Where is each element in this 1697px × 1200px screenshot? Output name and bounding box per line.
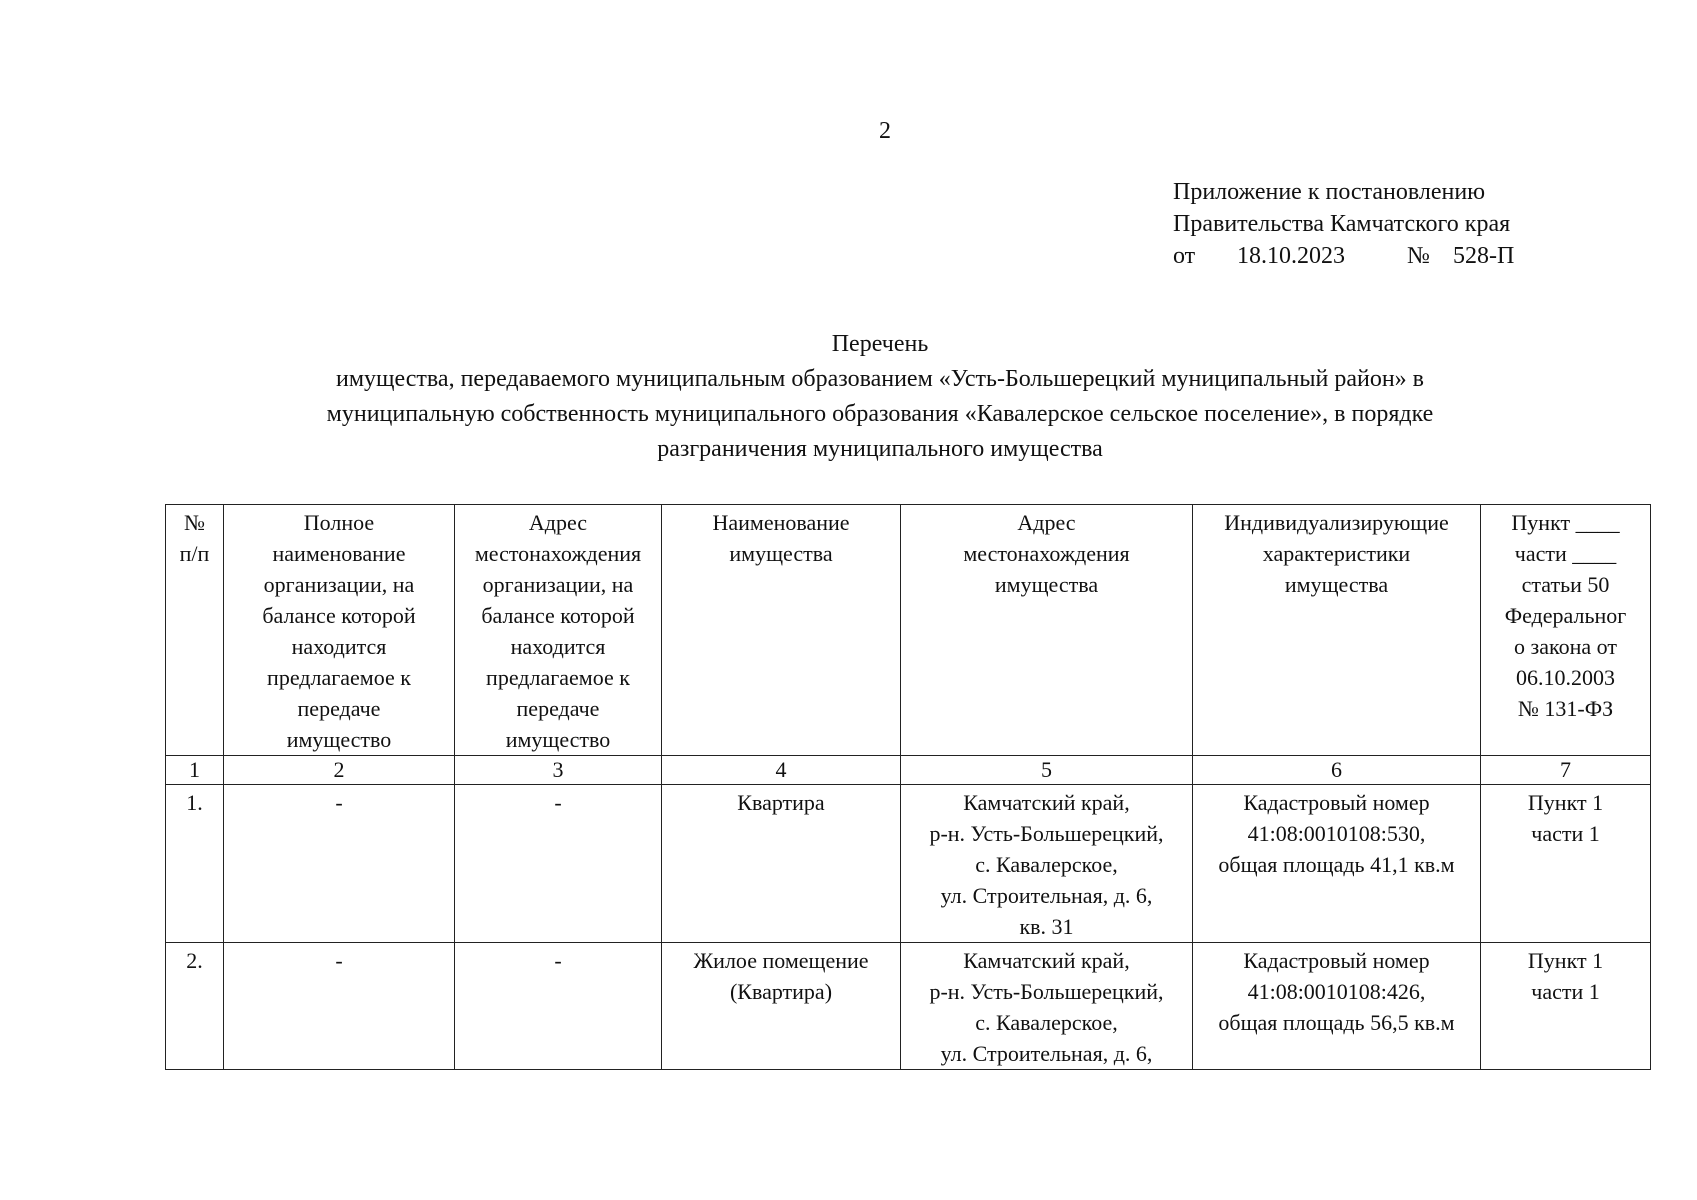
property-address-cell-line: р-н. Усть-Большерецкий, <box>929 821 1164 846</box>
header-cell-line: балансе которой <box>262 603 416 628</box>
column-number-cell: 3 <box>455 756 662 785</box>
property-address-cell-line: Камчатский край, <box>963 948 1130 973</box>
org-name-cell: - <box>224 785 455 943</box>
header-cell <box>166 505 224 756</box>
header-cell-line: Индивидуализирующие <box>1224 510 1449 535</box>
header-cell-line: находится <box>291 634 387 659</box>
characteristics-cell <box>1193 943 1481 1070</box>
header-cell-line: о закона от <box>1514 634 1617 659</box>
row-number-cell: 1. <box>166 785 224 943</box>
header-cell-line: статьи 50 <box>1521 572 1610 597</box>
header-cell-line: имущества <box>994 572 1099 597</box>
header-cell-line: имущества <box>1284 572 1389 597</box>
header-cell <box>901 505 1193 756</box>
row-number-cell: 2. <box>166 943 224 1070</box>
column-number-cell: 5 <box>901 756 1193 785</box>
header-cell-line: местонахождения <box>963 541 1130 566</box>
header-cell-line: наименование <box>272 541 406 566</box>
property-address-cell-line: Камчатский край, <box>963 790 1130 815</box>
table-row <box>166 943 1651 1070</box>
characteristics-cell-line: 41:08:0010108:426, <box>1247 979 1426 1004</box>
header-cell-line: балансе которой <box>481 603 635 628</box>
header-cell <box>455 505 662 756</box>
header-cell <box>662 505 901 756</box>
property-address-cell <box>901 785 1193 943</box>
property-name-cell-line: Жилое помещение <box>693 948 869 973</box>
header-row <box>166 505 1651 756</box>
appendix-number-sign: № <box>1407 243 1430 269</box>
header-cell-line: Федеральног <box>1504 603 1627 628</box>
header-cell-line: Полное <box>303 510 375 535</box>
property-address-cell-line: кв. 31 <box>1019 914 1074 939</box>
column-number-cell: 6 <box>1193 756 1481 785</box>
header-cell-line: Наименование <box>712 510 850 535</box>
property-address-cell-line: с. Кавалерское, <box>975 1010 1118 1035</box>
header-cell-line: организации, на <box>482 572 634 597</box>
column-number-cell: 4 <box>662 756 901 785</box>
clause-cell <box>1481 943 1651 1070</box>
header-cell-line: 06.10.2003 <box>1516 665 1615 690</box>
column-number-cell: 7 <box>1481 756 1651 785</box>
appendix-block <box>1173 176 1514 272</box>
header-cell-line: п/п <box>179 541 210 566</box>
property-address-cell-line: ул. Строительная, д. 6, <box>940 1041 1153 1066</box>
header-cell-line: предлагаемое к <box>486 665 630 690</box>
header-cell <box>224 505 455 756</box>
characteristics-cell-line: 41:08:0010108:530, <box>1247 821 1426 846</box>
characteristics-cell-line: Кадастровый номер <box>1243 790 1430 815</box>
clause-cell <box>1481 785 1651 943</box>
appendix-from-label: от <box>1173 243 1196 269</box>
property-table <box>165 755 1651 1070</box>
header-cell-line: имущества <box>729 541 833 566</box>
header-cell-line: Адрес <box>528 510 588 535</box>
clause-cell-line: Пункт 1 <box>1527 948 1604 973</box>
header-cell-line: № 131-ФЗ <box>1517 696 1614 721</box>
appendix-number: 528-П <box>1453 243 1515 269</box>
heading-line-2: имущества, передаваемого муниципальным образованием «Усть-Большерецкий муниципальный район» в <box>336 366 1424 392</box>
property-name-cell-line: Квартира <box>737 790 825 815</box>
appendix-line-2: Правительства Камчатского края <box>1173 211 1511 237</box>
property-address-cell-line: ул. Строительная, д. 6, <box>940 883 1153 908</box>
property-address-cell-line: р-н. Усть-Большерецкий, <box>929 979 1164 1004</box>
heading-line-4: разграничения муниципального имущества <box>657 436 1103 462</box>
header-cell-line: передаче <box>297 696 381 721</box>
org-address-cell: - <box>455 785 662 943</box>
page-number: 2 <box>879 118 891 144</box>
characteristics-cell-line: Кадастровый номер <box>1243 948 1430 973</box>
header-cell-line: местонахождения <box>474 541 642 566</box>
header-cell-line: части ____ <box>1514 541 1617 566</box>
property-address-cell-line: с. Кавалерское, <box>975 852 1118 877</box>
clause-cell-line: части 1 <box>1531 979 1600 1004</box>
appendix-date-line <box>1173 240 1514 272</box>
document-heading <box>150 327 1610 467</box>
org-address-cell: - <box>455 943 662 1070</box>
clause-cell-line: части 1 <box>1531 821 1600 846</box>
header-cell-line: находится <box>510 634 606 659</box>
heading-title: Перечень <box>831 331 929 357</box>
characteristics-cell-line: общая площадь 56,5 кв.м <box>1218 1010 1455 1035</box>
property-address-cell <box>901 943 1193 1070</box>
column-number-row <box>166 756 1651 785</box>
characteristics-cell <box>1193 785 1481 943</box>
header-cell-line: Адрес <box>1017 510 1076 535</box>
header-cell-line: Пункт ____ <box>1511 510 1620 535</box>
header-cell-line: организации, на <box>263 572 415 597</box>
appendix-date: 18.10.2023 <box>1237 243 1345 269</box>
appendix-line-1: Приложение к постановлению <box>1173 179 1486 205</box>
property-name-cell-line: (Квартира) <box>729 979 833 1004</box>
column-number-cell: 2 <box>224 756 455 785</box>
clause-cell-line: Пункт 1 <box>1527 790 1604 815</box>
characteristics-cell-line: общая площадь 41,1 кв.м <box>1218 852 1455 877</box>
header-cell-line: имущество <box>505 727 611 752</box>
org-name-cell: - <box>224 943 455 1070</box>
header-cell <box>1481 505 1651 756</box>
header-cell-line: № <box>184 510 205 535</box>
property-name-cell <box>662 943 901 1070</box>
heading-line-3: муниципальную собственность муниципального образования «Кавалерское сельское поселение», в порядке <box>326 401 1434 427</box>
table-row <box>166 785 1651 943</box>
header-cell-line: характеристики <box>1262 541 1411 566</box>
header-cell-line: передаче <box>516 696 600 721</box>
header-cell <box>1193 505 1481 756</box>
header-cell-line: предлагаемое к <box>267 665 411 690</box>
table-header <box>165 504 1651 756</box>
column-number-cell: 1 <box>166 756 224 785</box>
property-name-cell <box>662 785 901 943</box>
header-cell-line: имущество <box>286 727 392 752</box>
